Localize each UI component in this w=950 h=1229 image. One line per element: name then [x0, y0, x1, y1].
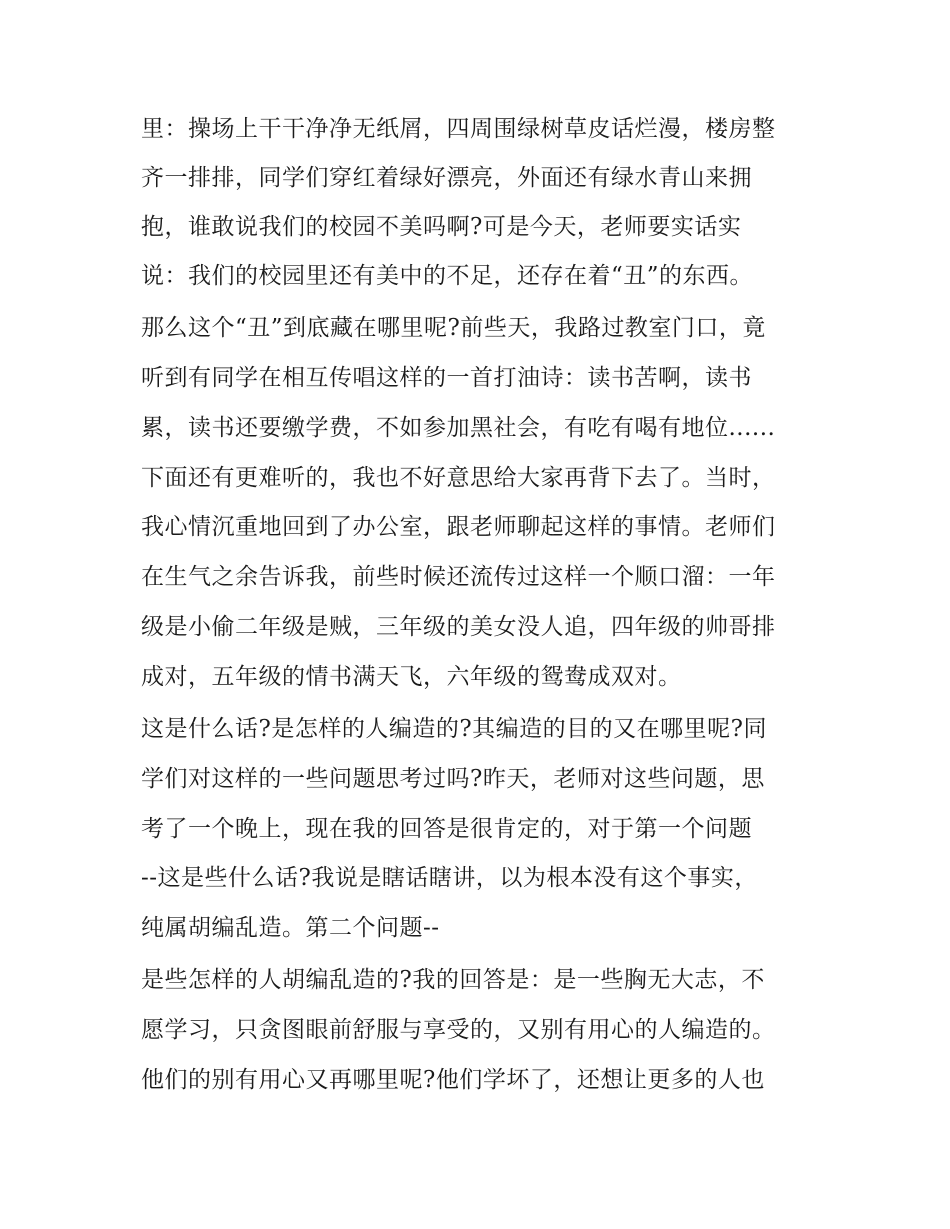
text-line: 级是小偷二年级是贼，三年级的美女没人追，四年级的帅哥排 [141, 614, 776, 640]
text-line: 我心情沉重地回到了办公室，跟老师聊起这样的事情。老师们 [141, 514, 776, 540]
text-line: 里：操场上干干净净无纸屑，四周围绿树草皮话烂漫，楼房整 [141, 116, 776, 142]
text-line: 听到有同学在相互传唱这样的一首打油诗：读书苦啊，读书 [141, 365, 752, 391]
text-line: 学们对这样的一些问题思考过吗?昨天，老师对这些问题，思 [141, 766, 765, 792]
text-line: 纯属胡编乱造。第二个问题-- [141, 915, 440, 941]
text-line: --这是些什么话?我说是瞎话瞎讲，以为根本没有这个事实， [141, 865, 758, 891]
text-line: 愿学习，只贪图眼前舒服与享受的，又别有用心的人编造的。 [141, 1017, 776, 1043]
text-line: 累，读书还要缴学费，不如参加黑社会，有吃有喝有地位...... [141, 415, 776, 441]
text-line: 这是什么话?是怎样的人编造的?其编造的目的又在哪里呢?同 [141, 716, 767, 742]
text-line: 是些怎样的人胡编乱造的?我的回答是：是一些胸无大志，不 [141, 967, 765, 993]
text-line: 齐一排排，同学们穿红着绿好漂亮，外面还有绿水青山来拥 [141, 165, 752, 191]
text-line: 考了一个晚上，现在我的回答是很肯定的，对于第一个问题 [141, 816, 752, 842]
text-line: 下面还有更难听的，我也不好意思给大家再背下去了。当时， [141, 465, 776, 491]
text-line: 他们的别有用心又再哪里呢?他们学坏了，还想让更多的人也 [141, 1067, 765, 1093]
text-line: 成对，五年级的情书满天飞，六年级的鸳鸯成双对。 [141, 664, 682, 690]
text-line: 在生气之余告诉我，前些时候还流传过这样一个顺口溜：一年 [141, 564, 776, 590]
text-line: 那么这个“丑”到底藏在哪里呢?前些天，我路过教室门口，竟 [141, 315, 766, 341]
text-line: 抱，谁敢说我们的校园不美吗啊?可是今天，老师要实话实 [141, 214, 742, 240]
text-line: 说：我们的校园里还有美中的不足，还存在着“丑”的东西。 [141, 263, 754, 289]
